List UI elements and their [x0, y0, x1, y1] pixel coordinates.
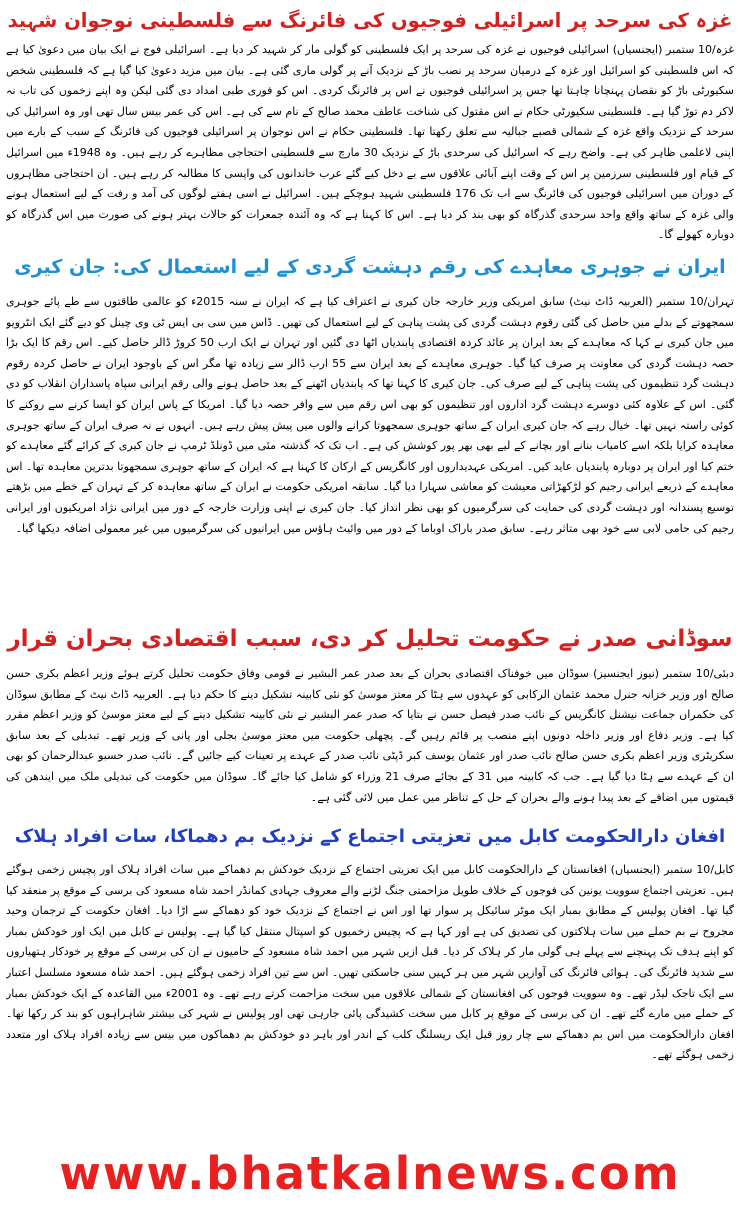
headline-kabul: افغان دارالحکومت کابل میں تعزیتی اجتماع کے نزدیک بم دھماکا، سات افراد ہلاک	[14, 826, 726, 847]
story-kabul	[6, 820, 734, 1108]
headline-gaza: غزہ کی سرحد پر اسرائیلی فوجیوں کی فائرنگ سے فلسطینی نوجوان شہید	[7, 9, 733, 32]
site-url: www.bhatkalnews.com	[59, 1147, 681, 1200]
story-gaza	[6, 4, 734, 248]
body-kabul: کابل/10 ستمبر (ایجنسیاں) افغانستان کے دارالحکومت کابل میں ایک تعزیتی اجتماع کے نزدیک خودکش بم دھماکے میں سات افراد ہلاک اور پچیس زخمی ہوگئے ہیں۔ تعزیتی اجتماع سوویت یونین کی فوجوں کے خلاف طویل مزاحمتی جنگ لڑنے والے معروف جہادی کمانڈر احمد شاہ مسعود کی برسی کے موقع پر منعقد کیا گیا تھا۔ افغان پولیس کے مطابق بمبار ایک موٹر سائیکل پر سوار تھا اور اس نے اجتماع کے نزدیک خود کو دھماکے سے اڑا دیا۔ افغان حکومت کے ترجمان وحید مجروح نے بم حملے میں سات ہلاکتوں کی تصدیق کی ہے اور کہا ہے کہ پچیس زخمیوں کو اسپتال منتقل کیا گیا ہے۔ پولیس نے کابل میں ایک اور خودکش بمبار کو اپنے ہدف تک پہنچنے سے پہلے ہی گولی مار کر ہلاک کر دیا۔ قبل ازیں شہر میں احمد شاہ مسعود کے حامیوں نے ان کی برسی کے موقع پر خودکار ہتھیاروں سے شدید فائرنگ کی۔ ہوائی فائرنگ کی آوازیں شہر میں ہر کہیں سنی جاسکتی تھیں۔ اس سے تین افراد زخمی ہوگئے ہیں۔ احمد شاہ مسعود مسلسل اعتبار سے ایک تاجک لیڈر تھے۔ وہ سوویت فوجوں کی افغانستان کے شمالی علاقوں میں سخت مزاحمت کرتے رہے تھے۔ وہ 2001ء میں القاعدہ کے ایک خودکش بمبار کے حملے میں مارے گئے تھے۔ ان کی برسی کے موقع پر کابل میں سخت کشیدگی پائی جارہی تھی اور پولیس نے شہر کی بیشتر شاہراہوں کو بند کر رکھا تھا۔ افغان دارالحکومت میں اس بم دھماکے سے چار روز قبل ایک ریسلنگ کلب کے اندر اور باہر دو خودکش بم دھماکوں میں بیس سے زیادہ افراد ہلاک اور متعدد زخمی ہوگئے تھے۔	[6, 863, 734, 1062]
body-gaza: غزہ/10 ستمبر (ایجنسیاں) اسرائیلی فوجیوں نے غزہ کی سرحد پر ایک فلسطینی کو گولی مار کر شہید کر دیا ہے۔ اسرائیلی فوج نے ایک بیان میں دعویٰ کیا ہے کہ اس فلسطینی کو اسرائیل اور غزہ کے درمیان سرحد پر نصب باڑ کے نزدیک آنے پر گولی ماری گئی ہے۔ بیان میں مزید دعویٰ کیا گیا ہے کہ فلسطینی شخص سکیورٹی باڑ کو نقصان پہنچانا چاہتا تھا جس پر اسرائیلی فوجیوں نے اس پر فائرنگ کردی۔ اس کو فوری طبی امداد دی گئی لیکن وہ اپنے زخموں کی تاب نہ لاکر دم توڑ گیا ہے۔ فلسطینی سکیورٹی حکام نے اس مقتول کی شناخت عاطف محمد صالح کے نام سے کی ہے۔ اس کی عمر بیس سال تھی اور وہ اسرائیل کی سرحد کے نزدیک واقع غزہ کے شمالی قصبے جبالیہ سے تعلق رکھتا تھا۔ فلسطینی حکام نے اس نوجوان پر اسرائیلی فوجیوں کی فائرنگ کے سبب کے بارے میں اپنی لاعلمی ظاہر کی ہے۔ واضح رہے کہ اسرائیل کی سرحدی باڑ کے نزدیک 30 مارچ سے فلسطینی احتجاجی مظاہرے کر رہے ہیں۔ وہ 1948ء میں اسرائیل کے قیام اور فلسطینی سرزمین پر اس کے وقت اپنے آبائی علاقوں سے بے دخل کیے گئے عرب خاندانوں کی واپسی کا مطالبہ کر رہے ہیں۔ ان احتجاجی مظاہروں کے دوران میں اسرائیلی فوجیوں کی فائرنگ سے اب تک 176 فلسطینی شہید ہوچکے ہیں۔ اسرائیل نے اسی ہفتے لوگوں کی آمد و رفت کے لیے استعمال ہونے والی غزہ کے ساتھ واقع واحد سرحدی گذرگاہ کو بھی بند کر دیا ہے۔ اس کا کہنا ہے کہ وہ آئندہ جمعرات کو حالات بہتر ہونے کی صورت میں اس گذرگاہ کو دوبارہ کھولے گا۔	[6, 43, 734, 242]
body-sudan: دبئی/10 ستمبر (نیوز ایجنسیز) سوڈان میں خوفناک اقتصادی بحران کے بعد صدر عمر البشیر نے قومی وفاق حکومت تحلیل کرتے ہوئے وزیر اعظم بکری حسن صالح اور وزیر خزانہ جنرل محمد عثمان الرکابی کو عہدوں سے ہٹا کر معتز موسیٰ کو نئی کابینہ تشکیل دینے کا حکم دیا ہے۔ العربیہ ڈاٹ نیٹ کے مطابق سوڈان کی حکمراں جماعت نیشنل کانگریس کے نائب صدر فیصل حسن نے بتایا کہ صدر عمر البشیر نے نئی کابینہ تشکیل دینے کے لیے معتز موسیٰ کو وزیر اعظم مقرر کیا ہے۔ وزیر دفاع اور وزیر داخلہ دونوں اپنے منصب پر قائم رہیں گے۔ پچھلی حکومت میں معتز موسیٰ بجلی اور پانی کے وزیر تھے۔ تبدیلی کے بعد سابق سکریٹری وزیر اعظم بکری حسن صالح نائب صدر اور عثمان یوسف کبر ڈپٹی نائب صدر کے عہدے پر تعینات کیے جائیں گے۔ نائب صدر حسبو عبدالرحمان کو بھی ان کے عہدے سے ہٹا دیا گیا ہے۔ جب کہ کابینہ میں 31 کے بجائے صرف 21 وزراء کو شامل کیا جائے گا۔ سوڈان میں حکومت کی تبدیلی ملک میں ایندھن کی قیمتوں میں اضافے کے بعد پیدا ہونے والے بحران کے حل کے تناظر میں عمل میں لائی گئی ہے۔	[6, 667, 734, 804]
headline-iran-kerry: ایران نے جوہری معاہدے کی رقم دہشت گردی کے لیے استعمال کی: جان کیری	[14, 256, 726, 278]
headline-sudan: سوڈانی صدر نے حکومت تحلیل کر دی، سبب اقتصادی بحران قرار	[7, 626, 733, 652]
story-iran-kerry	[6, 248, 734, 602]
body-iran-kerry: تہران/10 ستمبر (العربیہ ڈاٹ نیٹ) سابق امریکی وزیر خارجہ جان کیری نے اعتراف کیا ہے کہ ایران نے سنہ 2015ء کو عالمی طاقتوں سے طے پائے جوہری سمجھوتے کے بدلے میں حاصل کی گئی رقوم دہشت گردی کی پشت پناہی کے لیے استعمال کی تھیں۔ ڈاس میں سی بی ایس ٹی وی چینل کو دیے گئے ایک انٹرویو میں جان کیری نے کہا کہ معاہدے کے بعد ایران پر عائد کردہ اقتصادی پابندیاں اٹھا دی گئیں اور تہران نے ایک ارب 50 کروڑ ڈالر حاصل کیے۔ اس رقم کا ایک بڑا حصہ دہشت گردی کی معاونت پر صرف کیا گیا۔ جوہری معاہدے کے بعد ایران سے 55 ارب ڈالر سے زیادہ تھا مگر اس کے باوجود ایران نے حاصل کردہ رقوم دہشت گرد تنظیموں کی پشت پناہی کے لیے صرف کی۔ جان کیری کا کہنا تھا کہ پابندیاں اٹھنے کے بعد حاصل ہونے والی رقم ایرانی سپاہ پاسداران انقلاب کو دی گئی۔ اس کے علاوہ کئی دوسرے دہشت گرد اداروں اور تنظیموں کو بھی اس رقم میں سے وافر حصہ دیا گیا۔ امریکا کے پاس ایران کو ایسا کرنے سے روکنے کا کوئی راستہ نہیں تھا۔ خیال رہے کہ جان کیری ایران کے ساتھ جوہری سمجھوتا کرانے والوں میں پیش پیش رہے ہیں۔ انہوں نے نہ صرف ایران کے ساتھ جوہری معاہدہ کرایا بلکہ اسے کامیاب بنانے اور بچانے کے لیے بھی بھر پور کوشش کی ہے۔ اب تک کہ گذشتہ مئی میں ڈونلڈ ٹرمپ نے جان کیری کے کرائے گئے معاہدے کو ختم کیا اور ایران پر دوبارہ پابندیاں عاید کیں۔ امریکی عہدیداروں اور کانگریس کے ارکان کا کہنا ہے کہ ایران کے ساتھ جوہری سمجھوتا بدترین معاہدہ تھا۔ اس معاہدے کے ذریعے ایرانی رجیم کو لڑکھڑاتی معیشت کو معاشی سہارا دیا گیا۔ سابقہ امریکی حکومت نے ایران کے ساتھ معاہدہ کر کے تہران کے خطے میں بڑھتے توسیع پسندانہ اور دہشت گردی کی حمایت کی سرگرمیوں کو بھی نظر انداز کیا۔ جان کیری نے اپنی وزارت خارجہ کے دور میں ایرانی نژاد امریکیوں اور ایرانی رجیم کی حامی لابی سے خود بھی متاثر رہے۔ سابق صدر باراک اوباما کے دور میں وائیٹ ہاؤس میں ایرانیوں کی سرگرمیوں میں غیر معمولی اضافہ دیکھا گیا۔	[6, 295, 734, 535]
story-sudan	[6, 620, 734, 814]
